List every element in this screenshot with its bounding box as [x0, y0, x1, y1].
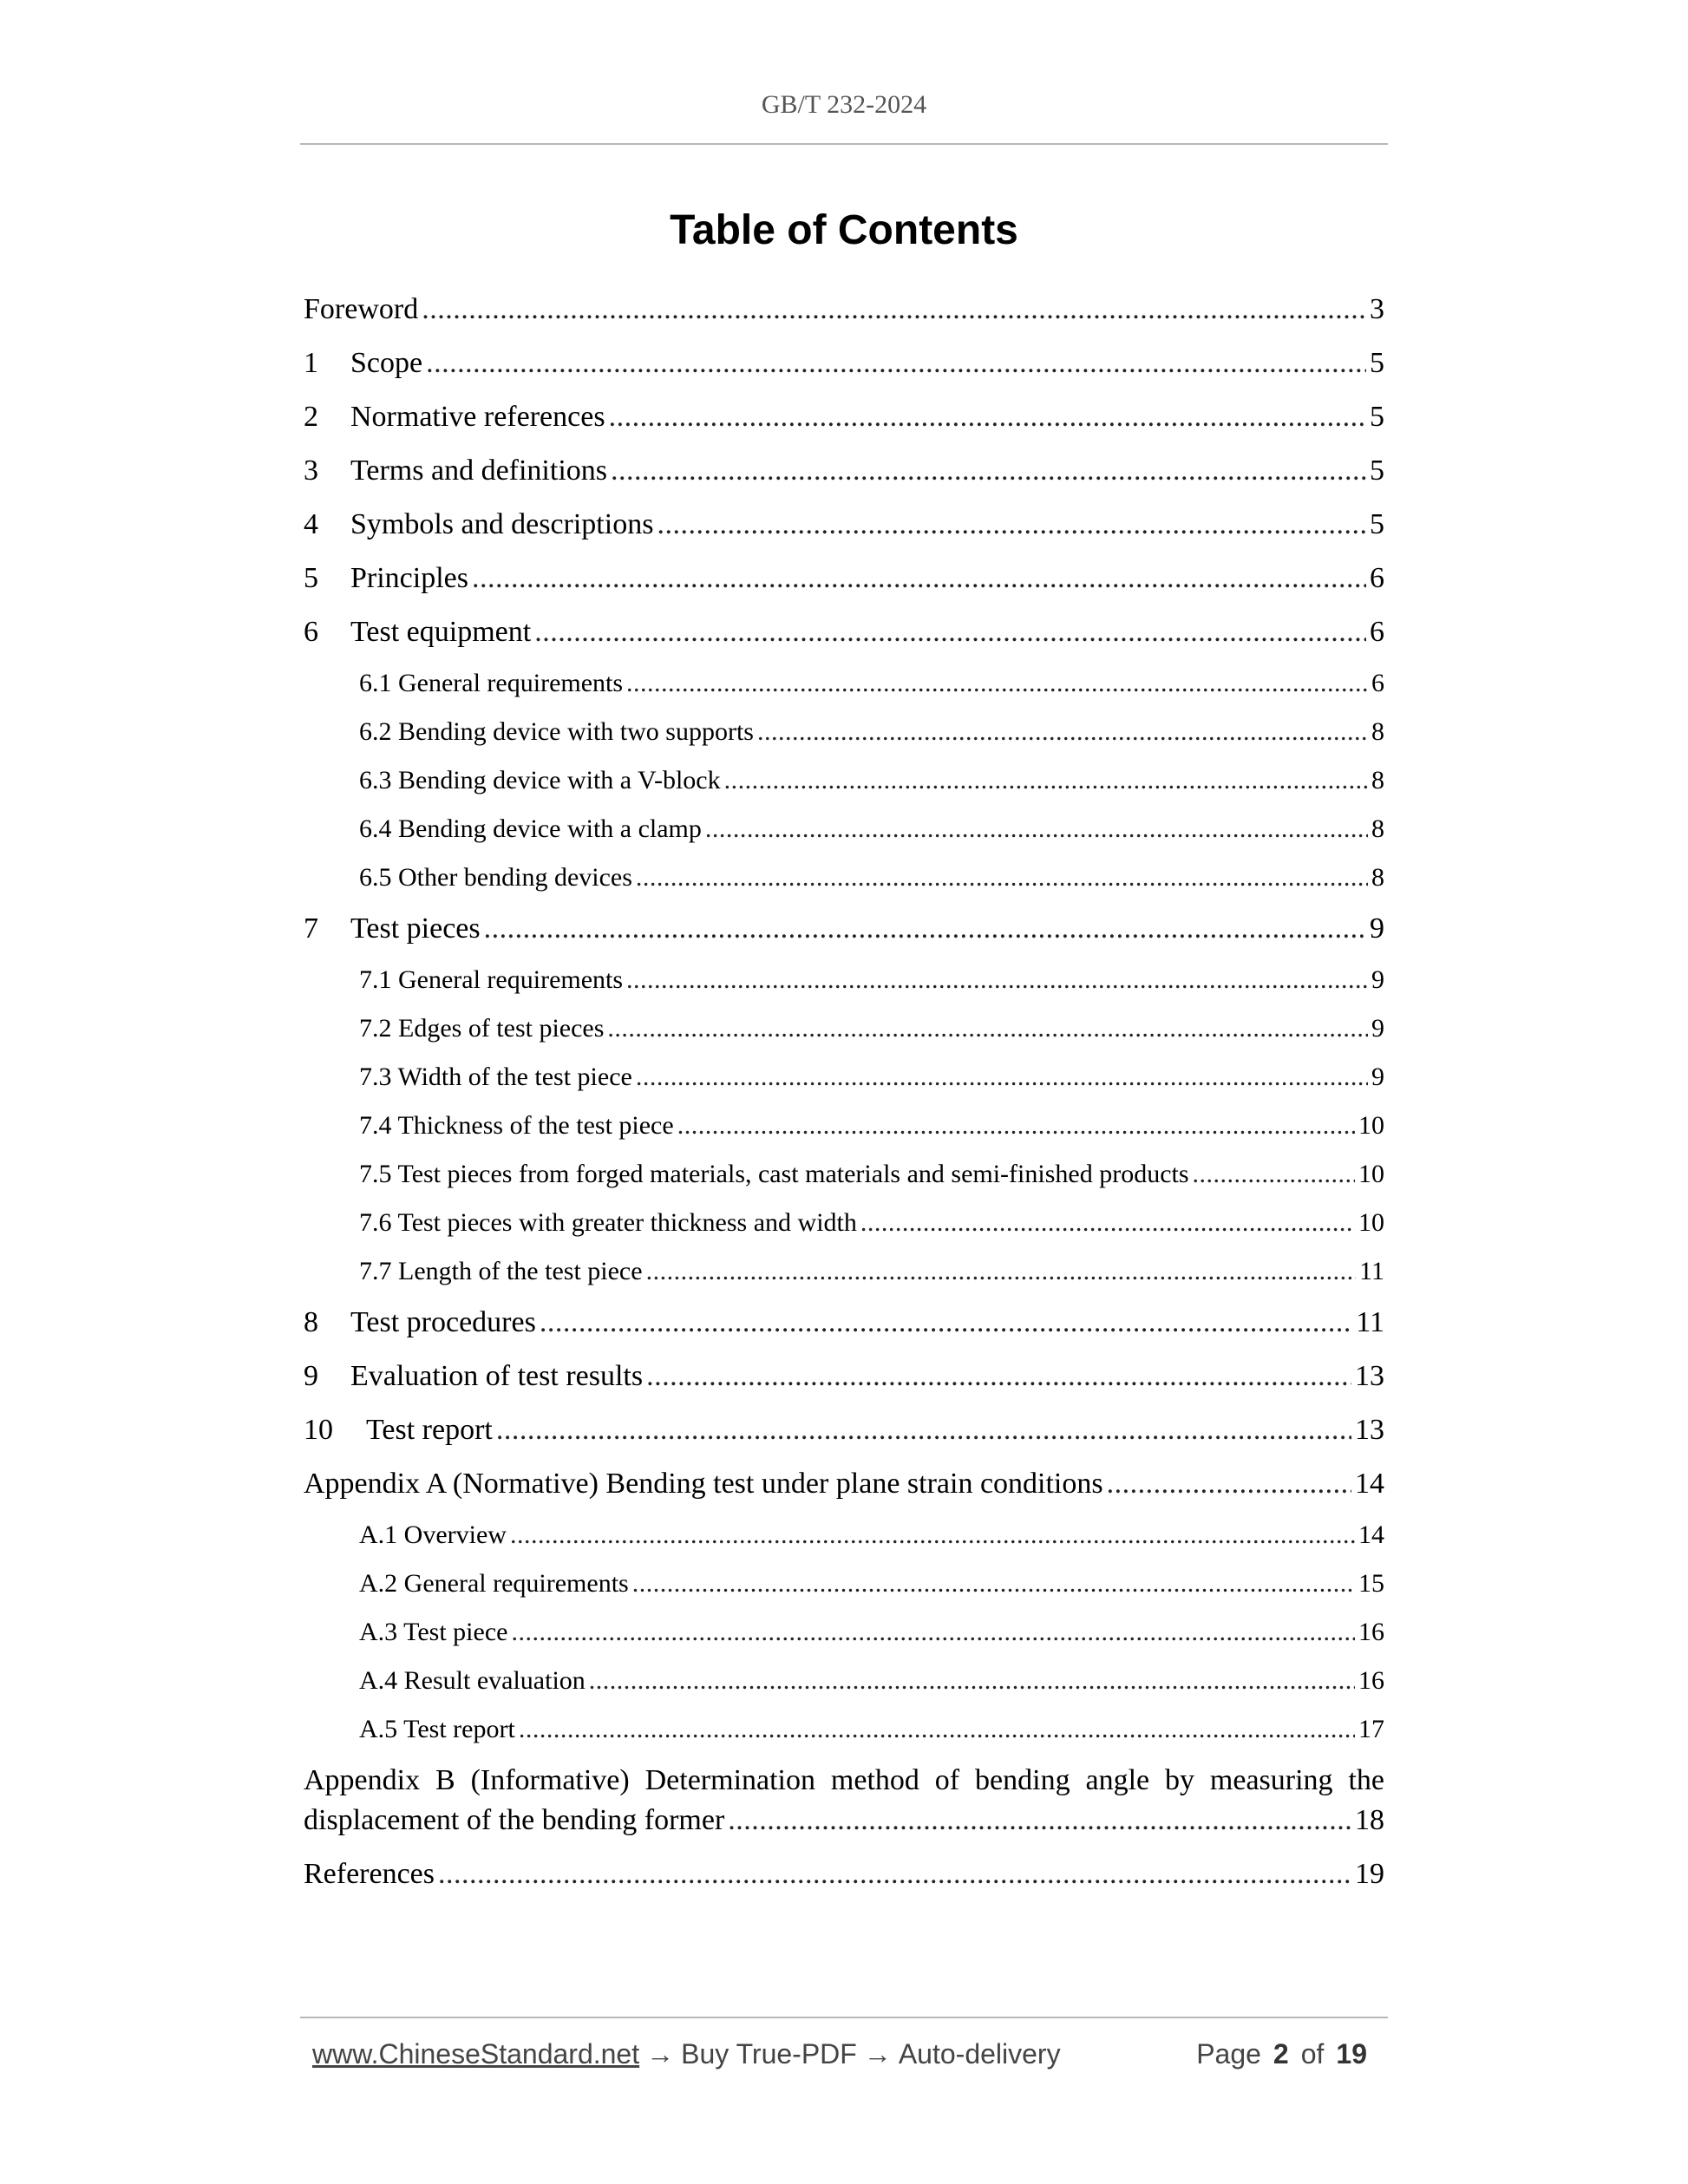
toc-section-number: 1	[304, 347, 318, 379]
toc-entry-foreword[interactable]	[304, 283, 1384, 337]
dot-leader	[1107, 1457, 1351, 1511]
toc-page-number: 15	[1358, 1569, 1384, 1598]
toc-page-number: 17	[1358, 1715, 1384, 1743]
toc-entry-appendix-a[interactable]	[304, 1457, 1384, 1511]
toc-entry-label: Scope	[350, 347, 423, 379]
toc-page-number: 5	[1370, 401, 1384, 433]
dot-leader	[677, 1102, 1355, 1150]
dot-leader	[422, 283, 1366, 337]
toc-entry-label-line2: displacement of the bending former	[304, 1804, 725, 1836]
dot-leader	[724, 756, 1368, 805]
toc-entry-label: A.2 General requirements	[359, 1569, 629, 1598]
toc-entry-terms-definitions[interactable]	[304, 444, 1384, 498]
toc-entry-label: A.1 Overview	[359, 1520, 507, 1549]
toc-entry-test-equipment[interactable]	[304, 605, 1384, 659]
toc-section-number: 10	[304, 1414, 333, 1446]
dot-leader	[472, 552, 1366, 605]
dot-leader	[757, 708, 1368, 756]
dot-leader	[496, 1403, 1351, 1457]
dot-leader	[540, 1296, 1352, 1350]
toc-section-number: 2	[304, 401, 318, 433]
toc-section-number: 4	[304, 508, 318, 540]
buy-true-pdf-text: Buy True-PDF	[681, 2038, 857, 2070]
current-page-number: 2	[1273, 2038, 1289, 2070]
toc-entry-label: Appendix A (Normative) Bending test under plane strain conditions	[304, 1468, 1103, 1500]
toc-page-number: 13	[1355, 1414, 1384, 1446]
of-word: of	[1300, 2038, 1325, 2070]
toc-subentry[interactable]	[304, 1053, 1384, 1102]
dot-leader	[511, 1608, 1355, 1657]
dot-leader	[646, 1350, 1351, 1403]
dot-leader	[705, 805, 1368, 853]
toc-subentry[interactable]	[304, 853, 1384, 902]
dot-leader	[646, 1247, 1357, 1296]
page-title: Table of Contents	[670, 207, 1018, 253]
toc-page-number: 14	[1358, 1520, 1384, 1549]
arrow-right-icon: →	[646, 2038, 675, 2070]
toc-entry-label: Foreword	[304, 293, 419, 325]
toc-entry-label: Terms and definitions	[350, 454, 608, 487]
toc-entry-scope[interactable]	[304, 337, 1384, 390]
toc-page-number: 8	[1371, 766, 1384, 794]
toc-entry-label: 6.5 Other bending devices	[359, 863, 632, 892]
toc-page-number: 6	[1370, 616, 1384, 648]
dot-leader	[426, 337, 1366, 390]
toc-entry-label: 7.7 Length of the test piece	[359, 1257, 643, 1285]
dot-leader	[589, 1657, 1355, 1705]
page-footer	[312, 2038, 1379, 2070]
dot-leader	[534, 605, 1366, 659]
toc-section-number: 8	[304, 1306, 318, 1338]
dot-leader	[728, 1801, 1351, 1841]
toc-entry-label: Test pieces	[350, 912, 481, 945]
toc-page-number: 8	[1371, 717, 1384, 746]
toc-page-number: 9	[1370, 912, 1384, 945]
toc-section-number: 3	[304, 454, 318, 487]
toc-entry-evaluation[interactable]	[304, 1350, 1384, 1403]
dot-leader	[1193, 1150, 1355, 1199]
toc-subentry[interactable]	[304, 708, 1384, 756]
dot-leader	[626, 659, 1368, 708]
toc-subentry[interactable]	[304, 805, 1384, 853]
toc-subentry[interactable]	[304, 956, 1384, 1004]
toc-entry-label: 7.1 General requirements	[359, 965, 624, 994]
dot-leader	[484, 902, 1366, 956]
toc-entry-label: A.4 Result evaluation	[359, 1666, 586, 1695]
dot-leader	[611, 444, 1366, 498]
toc-section-number: 9	[304, 1360, 318, 1392]
toc-entry-label: 7.3 Width of the test piece	[359, 1063, 632, 1091]
toc-entry-label: Evaluation of test results	[350, 1360, 644, 1392]
dot-leader	[636, 1053, 1368, 1102]
page-word: Page	[1196, 2038, 1261, 2070]
toc-page-number: 5	[1370, 454, 1384, 487]
dot-leader	[519, 1705, 1355, 1754]
toc-entry-symbols[interactable]	[304, 498, 1384, 552]
toc-entry-test-procedures[interactable]	[304, 1296, 1384, 1350]
toc-entry-label: Test report	[366, 1414, 493, 1446]
dot-leader	[632, 1560, 1355, 1608]
toc-entry-label: 6.4 Bending device with a clamp	[359, 814, 702, 843]
toc-page-number: 10	[1358, 1208, 1384, 1237]
toc-page-number: 16	[1358, 1666, 1384, 1695]
dot-leader	[657, 498, 1366, 552]
header-divider	[300, 143, 1388, 145]
dot-leader	[609, 390, 1366, 444]
dot-leader	[607, 1004, 1368, 1053]
toc-entry-references[interactable]	[304, 1847, 1384, 1901]
toc-subentry[interactable]	[304, 1004, 1384, 1053]
document-code-header: GB/T 232-2024	[761, 90, 927, 119]
dot-leader	[860, 1199, 1355, 1247]
toc-subentry[interactable]	[304, 1102, 1384, 1150]
toc-subentry[interactable]	[304, 1511, 1384, 1560]
toc-entry-label: 7.6 Test pieces with greater thickness and width	[359, 1208, 857, 1237]
toc-subentry[interactable]	[304, 1247, 1384, 1296]
toc-entry-label: A.3 Test piece	[359, 1618, 508, 1646]
toc-page-number: 3	[1370, 293, 1384, 325]
site-link[interactable]: www.ChineseStandard.net	[312, 2038, 640, 2070]
toc-page-number: 16	[1358, 1618, 1384, 1646]
toc-subentry[interactable]	[304, 1705, 1384, 1754]
toc-entry-label: References	[304, 1858, 435, 1890]
toc-page-number: 9	[1371, 1063, 1384, 1091]
toc-page-number: 8	[1371, 863, 1384, 892]
toc-page-number: 9	[1371, 1014, 1384, 1043]
toc-page-number: 10	[1358, 1111, 1384, 1140]
toc-page-number: 6	[1370, 562, 1384, 594]
toc-subentry[interactable]	[304, 1150, 1384, 1199]
toc-entry-label: 6.1 General requirements	[359, 669, 624, 697]
toc-entry-label: 7.5 Test pieces from forged materials, cast materials and semi-finished products	[359, 1160, 1189, 1188]
toc-entry-label: A.5 Test report	[359, 1715, 515, 1743]
toc-section-number: 6	[304, 616, 318, 648]
auto-delivery-text: Auto-delivery	[898, 2038, 1061, 2070]
toc-entry-label: Symbols and descriptions	[350, 508, 654, 540]
arrow-right-icon: →	[863, 2038, 892, 2070]
toc-page-number: 9	[1371, 965, 1384, 994]
toc-entry-label: Test equipment	[350, 616, 532, 648]
toc-page-number: 10	[1358, 1160, 1384, 1188]
dot-leader	[510, 1511, 1355, 1560]
toc-entry-label: 6.3 Bending device with a V-block	[359, 766, 721, 794]
toc-page-number: 5	[1370, 347, 1384, 379]
total-page-count: 19	[1336, 2038, 1367, 2070]
toc-subentry[interactable]	[304, 1199, 1384, 1247]
toc-entry-appendix-b[interactable]	[304, 1754, 1384, 1847]
toc-subentry[interactable]	[304, 1560, 1384, 1608]
toc-page-number: 14	[1355, 1468, 1384, 1500]
toc-subentry[interactable]	[304, 756, 1384, 805]
toc-entry-label: Normative references	[350, 401, 605, 433]
toc-page-number: 8	[1371, 814, 1384, 843]
toc-page-number: 19	[1355, 1858, 1384, 1890]
toc-page-number: 6	[1371, 669, 1384, 697]
footer-divider	[300, 2017, 1388, 2018]
toc-entry-label: 7.4 Thickness of the test piece	[359, 1111, 674, 1140]
toc-page-number: 18	[1355, 1804, 1384, 1836]
dot-leader	[636, 853, 1368, 902]
toc-section-number: 7	[304, 912, 318, 945]
table-of-contents	[304, 283, 1384, 1901]
toc-page-number: 5	[1370, 508, 1384, 540]
toc-subentry[interactable]	[304, 659, 1384, 708]
toc-subentry[interactable]	[304, 1608, 1384, 1657]
toc-entry-label-line1: Appendix B (Informative) Determination method of bending angle by measuring the	[304, 1764, 1384, 1796]
dot-leader	[438, 1847, 1351, 1901]
toc-entry-label: 6.2 Bending device with two supports	[359, 717, 754, 746]
toc-entry-label-line2-wrap	[304, 1801, 1384, 1841]
toc-entry-normative-references[interactable]	[304, 390, 1384, 444]
toc-entry-principles[interactable]	[304, 552, 1384, 605]
toc-page-number: 11	[1359, 1257, 1384, 1285]
toc-entry-test-pieces[interactable]	[304, 902, 1384, 956]
toc-subentry[interactable]	[304, 1657, 1384, 1705]
toc-section-number: 5	[304, 562, 318, 594]
dot-leader	[626, 956, 1368, 1004]
toc-entry-label: Principles	[350, 562, 468, 594]
toc-entry-test-report[interactable]	[304, 1403, 1384, 1457]
toc-page-number: 11	[1356, 1306, 1384, 1338]
toc-page-number: 13	[1355, 1360, 1384, 1392]
toc-entry-label: 7.2 Edges of test pieces	[359, 1014, 605, 1043]
toc-entry-label: Test procedures	[350, 1306, 536, 1338]
